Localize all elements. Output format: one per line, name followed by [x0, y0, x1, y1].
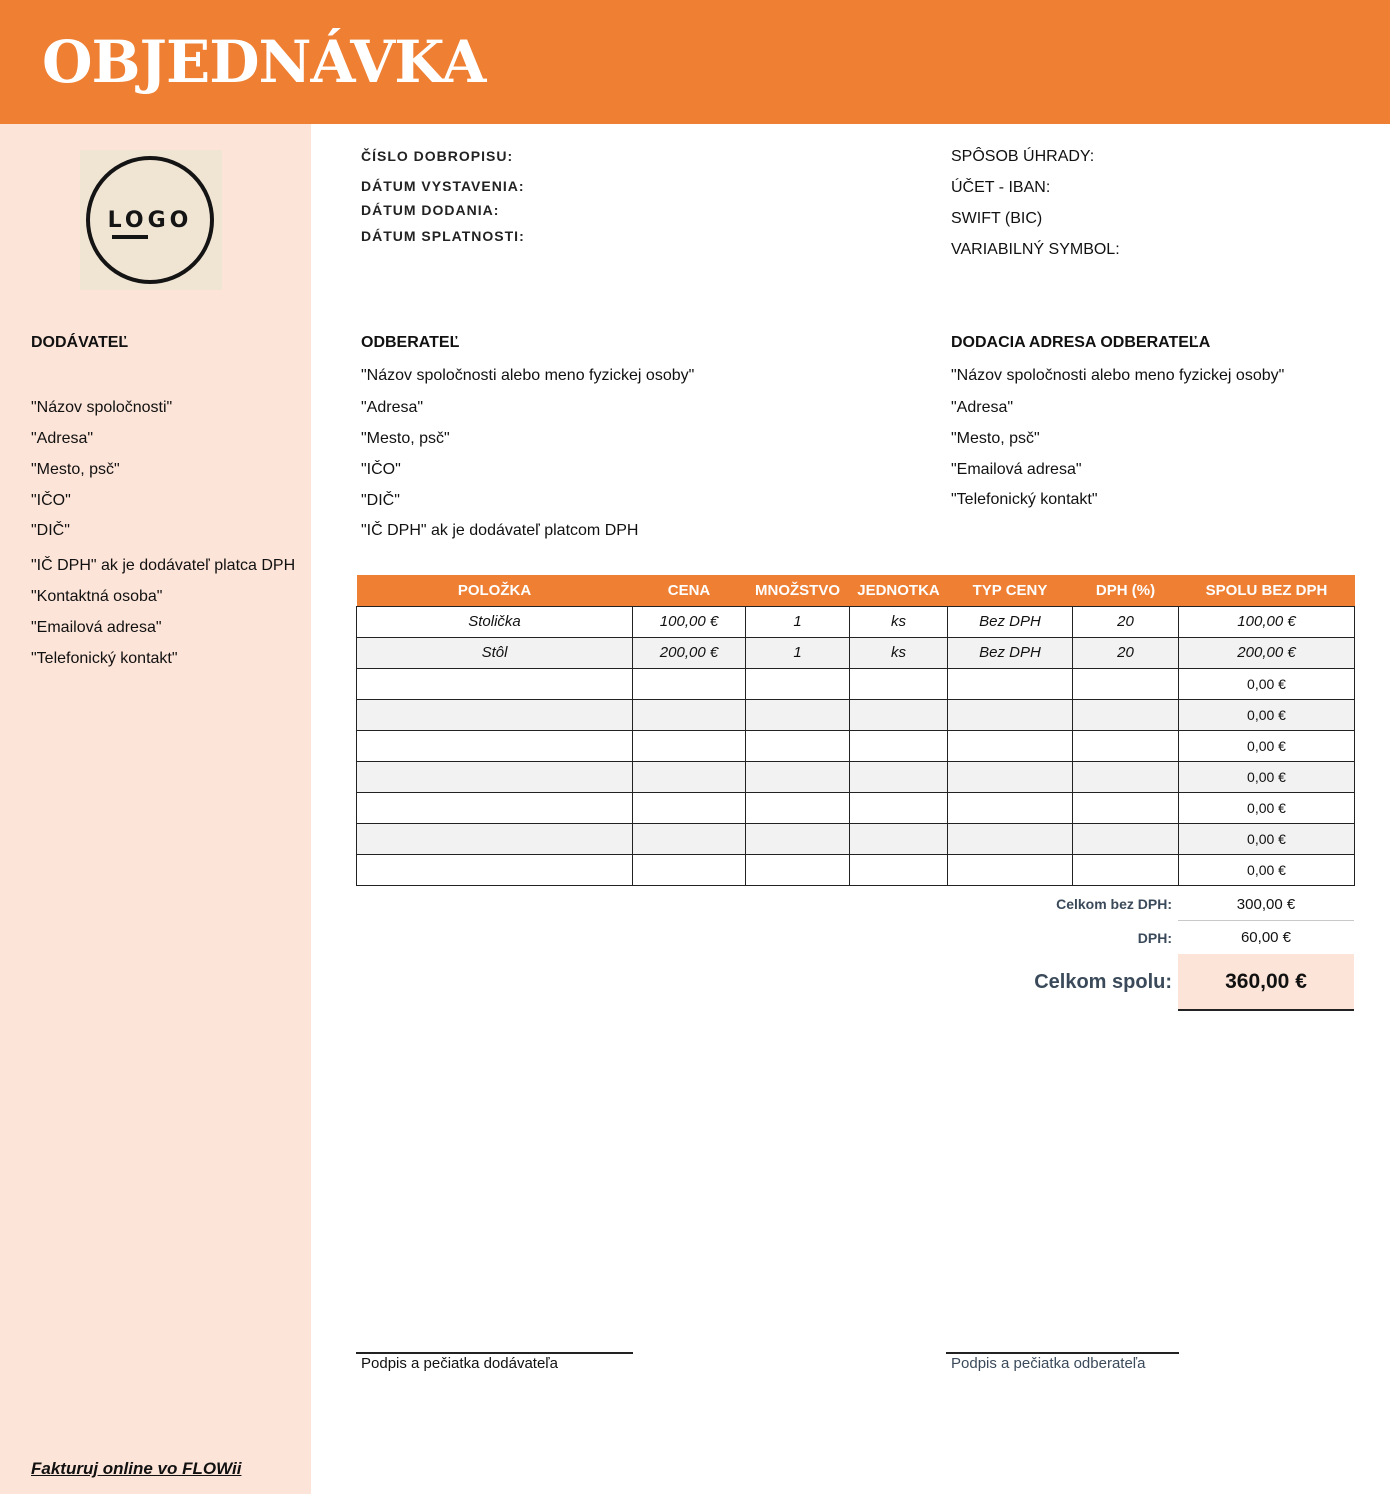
cell-unit — [850, 761, 948, 792]
cell-unit — [850, 823, 948, 854]
cell-item — [357, 668, 633, 699]
cell-item — [357, 699, 633, 730]
cell-unit — [850, 792, 948, 823]
cell-total: 100,00 € — [1179, 606, 1355, 637]
cell-item: Stôl — [357, 637, 633, 668]
cell-total: 0,00 € — [1179, 668, 1355, 699]
column-header-total: SPOLU BEZ DPH — [1179, 575, 1355, 606]
table-row — [357, 606, 1355, 637]
supplier-line: "IČO" — [31, 492, 71, 509]
cell-quantity — [746, 761, 850, 792]
cell-price-type — [948, 854, 1073, 885]
payment-method-label: SPÔSOB ÚHRADY: — [951, 148, 1095, 165]
logo-underline — [112, 235, 148, 239]
cell-unit — [850, 699, 948, 730]
vat-value: 60,00 € — [1240, 929, 1292, 946]
table-row — [357, 699, 1355, 730]
cell-item — [357, 730, 633, 761]
table-row — [357, 668, 1355, 699]
invoice-number-label: ČÍSLO DOBROPISU: — [361, 148, 514, 164]
cell-item — [357, 761, 633, 792]
supplier-line: "Telefonický kontakt" — [31, 650, 178, 667]
column-header-quantity: MNOŽSTVO — [746, 575, 850, 606]
cell-unit — [850, 668, 948, 699]
cell-vat — [1073, 761, 1179, 792]
grand-total-label: Celkom spolu: — [1034, 971, 1172, 993]
cell-price — [633, 823, 746, 854]
cell-total: 0,00 € — [1179, 730, 1355, 761]
customer-heading: ODBERATEĽ — [361, 334, 460, 351]
cell-quantity — [746, 823, 850, 854]
cell-price: 100,00 € — [633, 606, 746, 637]
column-header-price-type: TYP CENY — [948, 575, 1073, 606]
subtotal-label: Celkom bez DPH: — [1056, 896, 1172, 912]
header-bar — [0, 0, 1390, 124]
cell-unit: ks — [850, 637, 948, 668]
issue-date-label: DÁTUM VYSTAVENIA: — [361, 178, 525, 194]
logo-text: LOGO — [107, 208, 193, 233]
swift-label: SWIFT (BIC) — [951, 210, 1043, 227]
customer-line: "Mesto, psč" — [361, 430, 450, 447]
cell-vat — [1073, 699, 1179, 730]
cell-unit — [850, 854, 948, 885]
cell-item — [357, 854, 633, 885]
customer-line: "IČ DPH" ak je dodávateľ platcom DPH — [361, 522, 639, 539]
iban-label: ÚČET - IBAN: — [951, 179, 1051, 196]
cell-price-type — [948, 823, 1073, 854]
cell-price — [633, 699, 746, 730]
cell-price — [633, 730, 746, 761]
due-date-label: DÁTUM SPLATNOSTI: — [361, 228, 525, 244]
column-header-unit: JEDNOTKA — [850, 575, 948, 606]
cell-quantity — [746, 668, 850, 699]
cell-price-type: Bez DPH — [948, 606, 1073, 637]
cell-item — [357, 823, 633, 854]
cell-quantity — [746, 854, 850, 885]
delivery-line: "Názov spoločnosti alebo meno fyzickej osoby" — [951, 367, 1285, 384]
cell-price — [633, 761, 746, 792]
cell-total: 0,00 € — [1179, 792, 1355, 823]
cell-price-type — [948, 761, 1073, 792]
supplier-line: "Adresa" — [31, 430, 94, 447]
cell-price — [633, 792, 746, 823]
table-row — [357, 761, 1355, 792]
cell-unit — [850, 730, 948, 761]
customer-line: "Názov spoločnosti alebo meno fyzickej osoby" — [361, 367, 695, 384]
supplier-line: "IČ DPH" ak je dodávateľ platca DPH — [31, 557, 296, 574]
cell-price-type — [948, 730, 1073, 761]
column-header-price: CENA — [633, 575, 746, 606]
cell-price: 200,00 € — [633, 637, 746, 668]
cell-vat: 20 — [1073, 606, 1179, 637]
cell-vat — [1073, 823, 1179, 854]
customer-line: "DIČ" — [361, 492, 400, 509]
cell-price — [633, 668, 746, 699]
cell-vat — [1073, 792, 1179, 823]
logo — [80, 150, 222, 290]
cell-price — [633, 854, 746, 885]
supplier-signature-label: Podpis a pečiatka dodávateľa — [361, 1355, 559, 1372]
cell-total: 0,00 € — [1179, 854, 1355, 885]
customer-signature-label: Podpis a pečiatka odberateľa — [951, 1355, 1146, 1372]
cell-total: 0,00 € — [1179, 699, 1355, 730]
table-row — [357, 730, 1355, 761]
cell-price-type — [948, 792, 1073, 823]
cell-vat — [1073, 668, 1179, 699]
grand-total-box — [1178, 954, 1354, 1011]
column-header-item: POLOŽKA — [357, 575, 633, 606]
flowii-promo-link[interactable]: Fakturuj online vo FLOWii — [31, 1459, 242, 1478]
delivery-line: "Emailová adresa" — [951, 461, 1082, 478]
supplier-signature-line — [356, 1352, 633, 1354]
supplier-heading: DODÁVATEĽ — [31, 334, 129, 351]
vat-label: DPH: — [1137, 930, 1172, 946]
supplier-line: "Kontaktná osoba" — [31, 588, 163, 605]
column-header-vat: DPH (%) — [1073, 575, 1179, 606]
cell-price-type — [948, 699, 1073, 730]
customer-line: "IČO" — [361, 461, 401, 478]
delivery-line: "Adresa" — [951, 399, 1014, 416]
variable-symbol-label: VARIABILNÝ SYMBOL: — [951, 241, 1120, 258]
totals-divider — [1178, 920, 1354, 921]
cell-total: 0,00 € — [1179, 761, 1355, 792]
cell-quantity — [746, 730, 850, 761]
supplier-line: "Mesto, psč" — [31, 461, 120, 478]
supplier-line: "Názov spoločnosti" — [31, 399, 173, 416]
delivery-heading: DODACIA ADRESA ODBERATEĽA — [951, 334, 1211, 351]
supplier-line: "DIČ" — [31, 522, 70, 539]
cell-quantity — [746, 792, 850, 823]
cell-vat — [1073, 730, 1179, 761]
cell-quantity — [746, 699, 850, 730]
cell-item: Stolička — [357, 606, 633, 637]
cell-price-type — [948, 668, 1073, 699]
table-row — [357, 792, 1355, 823]
cell-item — [357, 792, 633, 823]
logo-circle — [86, 156, 214, 284]
document-title: OBJEDNÁVKA — [42, 28, 486, 96]
cell-unit: ks — [850, 606, 948, 637]
items-table — [356, 575, 1355, 886]
cell-total: 0,00 € — [1179, 823, 1355, 854]
supplier-line: "Emailová adresa" — [31, 619, 162, 636]
table-row — [357, 854, 1355, 885]
cell-vat — [1073, 854, 1179, 885]
customer-signature-line — [946, 1352, 1179, 1354]
delivery-date-label: DÁTUM DODANIA: — [361, 202, 500, 218]
delivery-line: "Telefonický kontakt" — [951, 491, 1098, 508]
table-row — [357, 637, 1355, 668]
cell-quantity: 1 — [746, 606, 850, 637]
subtotal-value: 300,00 € — [1236, 896, 1296, 913]
sidebar — [0, 124, 311, 1494]
cell-total: 200,00 € — [1179, 637, 1355, 668]
cell-price-type: Bez DPH — [948, 637, 1073, 668]
cell-vat: 20 — [1073, 637, 1179, 668]
delivery-line: "Mesto, psč" — [951, 430, 1040, 447]
table-header-row — [357, 575, 1355, 606]
grand-total-value: 360,00 € — [1225, 970, 1307, 993]
cell-quantity: 1 — [746, 637, 850, 668]
customer-line: "Adresa" — [361, 399, 424, 416]
table-row — [357, 823, 1355, 854]
